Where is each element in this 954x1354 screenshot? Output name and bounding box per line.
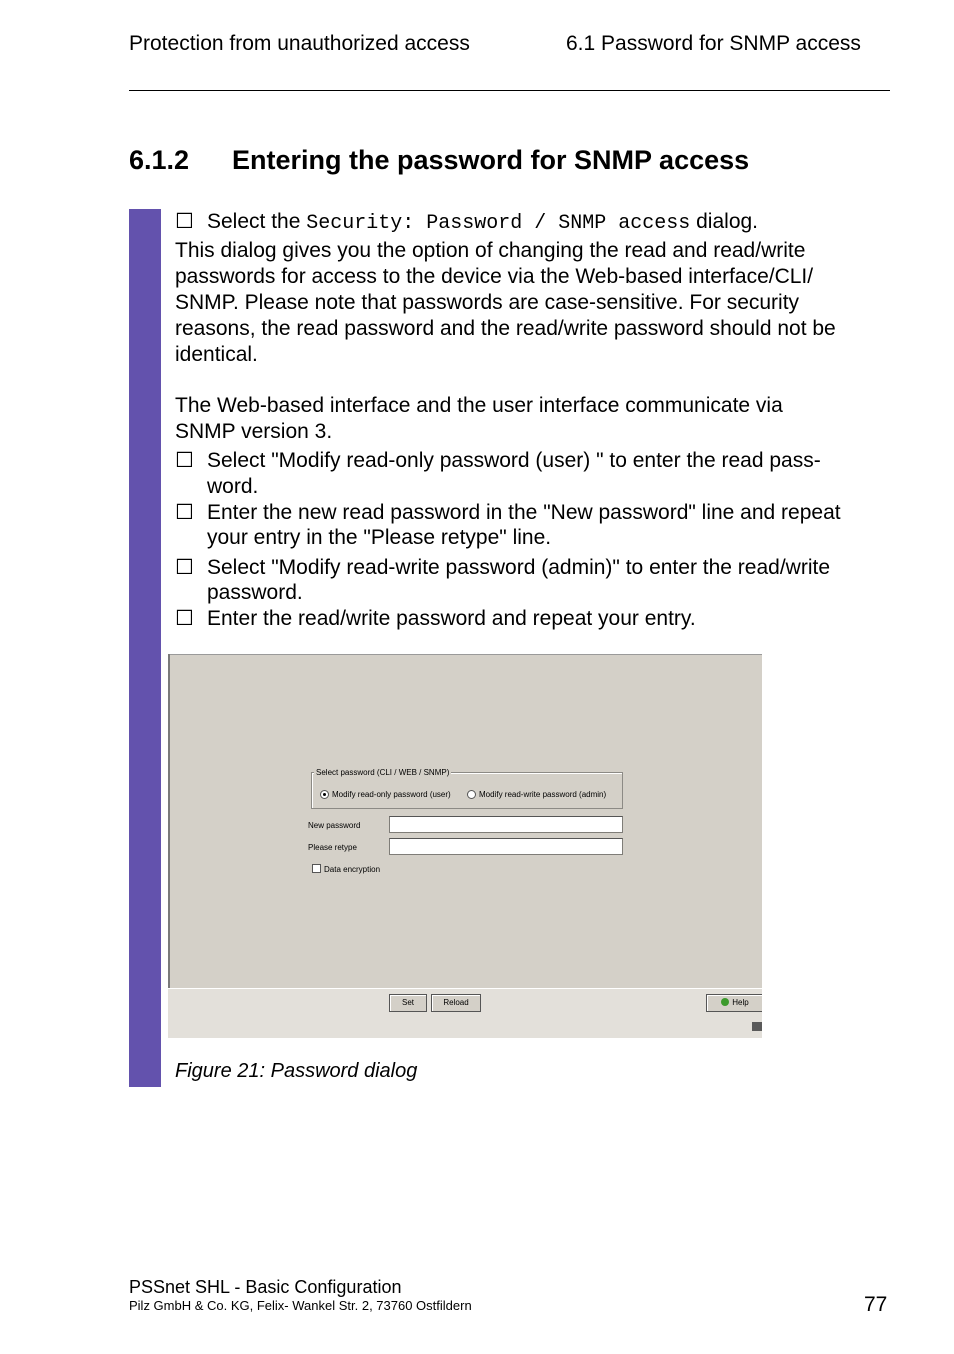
radio-admin-label: Modify read-write password (admin) [479, 790, 607, 799]
password-dialog-screenshot [168, 654, 762, 1038]
step-line: password. [207, 581, 303, 604]
header-rule [129, 90, 890, 91]
section-number: 6.1.2 [129, 145, 190, 175]
step-text: dialog. [690, 210, 759, 233]
radio-user-password[interactable] [320, 790, 329, 799]
status-icon [752, 1022, 762, 1031]
step-line: Select "Modify read-only password (user) " to enter the read pass- [207, 449, 821, 472]
reload-button[interactable]: Reload [431, 994, 481, 1012]
step-checkbox-icon: ☐ [175, 449, 194, 472]
step-select-dialog [207, 209, 758, 237]
step-checkbox-icon: ☐ [175, 556, 194, 579]
step-text: Select the [207, 210, 307, 233]
new-password-label: New password [308, 821, 361, 830]
retype-label: Please retype [308, 843, 357, 852]
body-line: This dialog gives you the option of changing the read and read/write [175, 239, 806, 262]
section-title: Entering the password for SNMP access [232, 145, 750, 175]
running-header-left: Protection from unauthorized access [129, 32, 470, 55]
help-button-label: Help [732, 998, 749, 1007]
dialog-path-code: Security: Password / SNMP access [306, 212, 691, 235]
step-checkbox-icon: ☐ [175, 607, 194, 630]
help-icon [721, 998, 729, 1006]
footer-title: PSSnet SHL - Basic Configuration [129, 1277, 402, 1297]
data-encryption-label: Data encryption [324, 865, 381, 874]
step-line: word. [207, 475, 259, 498]
body-line: identical. [175, 343, 258, 366]
step-checkbox-icon: ☐ [175, 210, 194, 233]
figure-caption: Figure 21: Password dialog [175, 1060, 418, 1082]
set-button[interactable]: Set [389, 994, 427, 1012]
instruction-sidebar-bar [129, 209, 161, 1087]
new-password-field[interactable] [389, 816, 623, 833]
body-line: The Web-based interface and the user interface communicate via [175, 394, 783, 417]
body-line: SNMP version 3. [175, 420, 333, 443]
radio-user-label: Modify read-only password (user) [332, 790, 451, 799]
body-line: passwords for access to the device via the Web-based interface/CLI/ [175, 265, 814, 288]
step-line: your entry in the "Please retype" line. [207, 526, 552, 549]
step-line: Enter the read/write password and repeat your entry. [207, 607, 696, 630]
page-number: 77 [864, 1293, 888, 1316]
running-header-right: 6.1 Password for SNMP access [566, 32, 861, 55]
body-line: reasons, the read password and the read/write password should not be [175, 317, 836, 340]
step-checkbox-icon: ☐ [175, 501, 194, 524]
retype-password-field[interactable] [389, 838, 623, 855]
divider [168, 654, 762, 655]
footer-address: Pilz GmbH & Co. KG, Felix- Wankel Str. 2, 73760 Ostfildern [129, 1298, 472, 1313]
step-line: Select "Modify read-write password (admin)" to enter the read/write [207, 556, 830, 579]
data-encryption-checkbox[interactable] [312, 864, 321, 873]
group-legend: Select password (CLI / WEB / SNMP) [316, 768, 450, 777]
body-line: SNMP. Please note that passwords are case-sensitive. For security [175, 291, 800, 314]
radio-admin-password[interactable] [467, 790, 476, 799]
help-button[interactable] [706, 994, 762, 1012]
step-line: Enter the new read password in the "New password" line and repeat [207, 501, 841, 524]
divider [168, 654, 170, 988]
